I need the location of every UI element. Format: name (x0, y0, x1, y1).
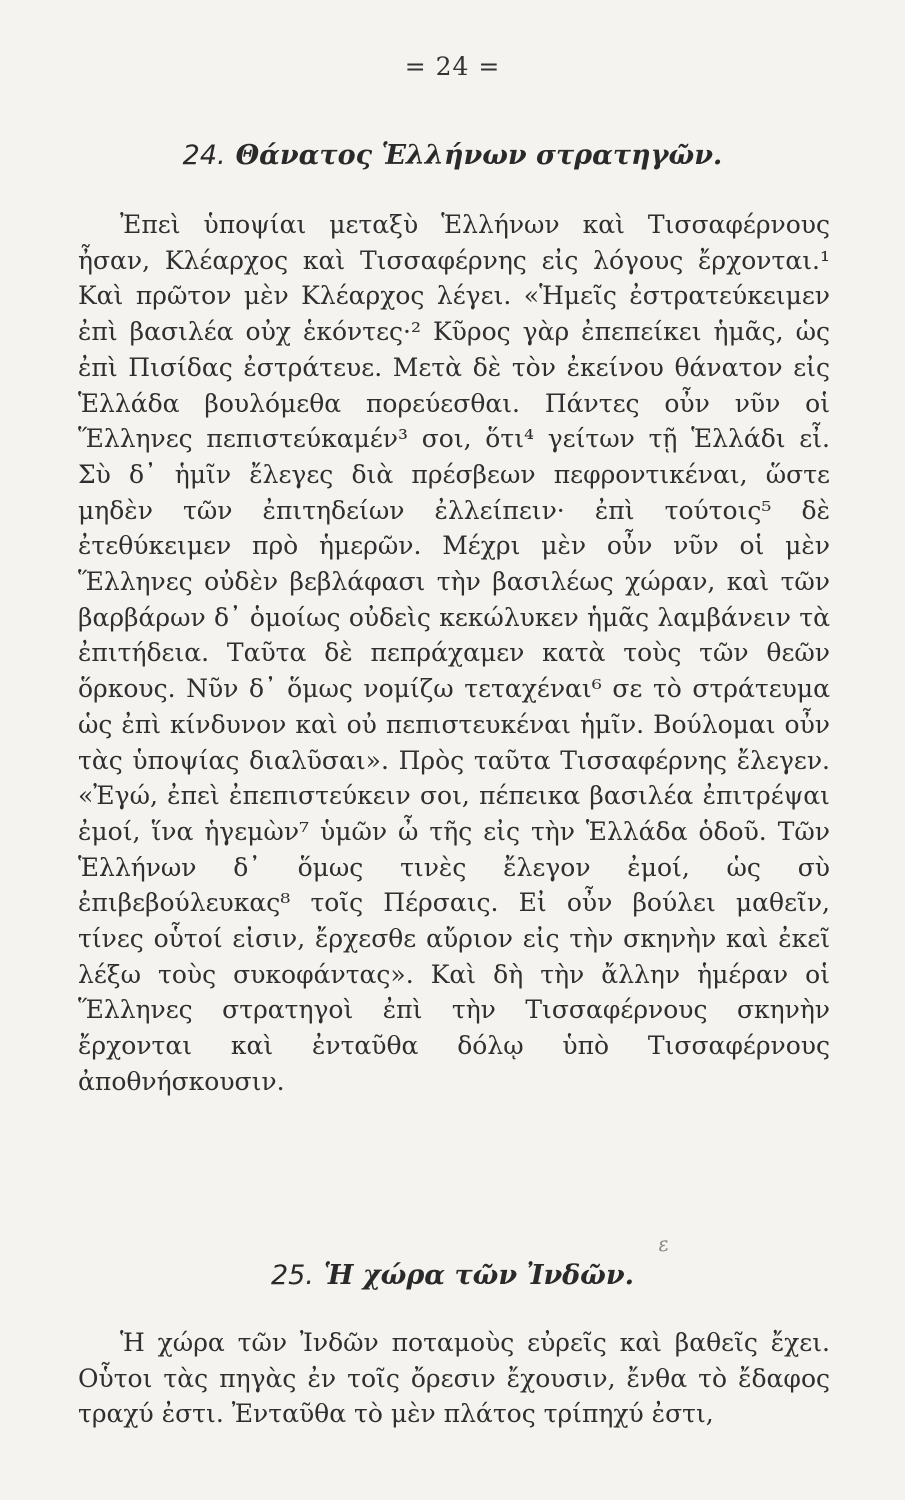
page-number: = 24 = (404, 52, 501, 81)
handwritten-annotation: ε (656, 1231, 671, 1257)
section-number: 24. (182, 140, 226, 171)
paragraph: Ἡ χώρα τῶν Ἰνδῶν ποταμοὺς εὐρεῖς καὶ βαθεῖς ἔχει. Οὗτοι τὰς πηγὰς ἐν τοῖς ὄρεσιν ἔχουσιν, ἔνθα τὸ ἔδαφος τραχύ ἐστι. Ἐνταῦθα τὸ μὲν πλάτος τρίπηχύ ἐστι, (78, 1328, 830, 1429)
section-body-25 (78, 1325, 830, 1432)
paragraph: Ἐπεὶ ὑποψίαι μεταξὺ Ἑλλήνων καὶ Τισσαφέρνους ἦσαν, Κλέαρχος καὶ Τισσαφέρνης εἰς λόγους ἔρχονται.¹ Καὶ πρῶτον μὲν Κλέαρχος λέγει. «Ἡμεῖς ἐστρατεύκειμεν ἐπὶ βασιλέα οὐχ ἑκόντες·² Κῦρος γὰρ ἐπεπείκει ἡμᾶς, ὡς ἐπὶ Πισίδας ἐστράτευε. Μετὰ δὲ τὸν ἐκείνου θάνατον εἰς Ἑλλάδα βουλόμεθα πορεύεσθαι. Πάντες οὖν νῦν οἱ Ἕλληνες πεπιστεύκαμέν³ σοι, ὅτι⁴ γείτων τῇ Ἑλλάδι εἶ. Σὺ δ᾽ ἡμῖν ἔλεγες διὰ πρέσβεων πεφροντικέναι, ὥστε μηδὲν τῶν ἐπιτηδείων ἐλλείπειν· ἐπὶ τούτοις⁵ δὲ ἐτεθύκειμεν πρὸ ἡμερῶν. Μέχρι μὲν οὖν νῦν οἱ μὲν Ἕλληνες οὐδὲν βεβλάφασι τὴν βασιλέως χώραν, καὶ τῶν βαρβάρων δ᾽ ὁμοίως οὐδεὶς κεκώλυκεν ἡμᾶς λαμβάνειν τὰ ἐπιτήδεια. Ταῦτα δὲ πεπράχαμεν κατὰ τοὺς τῶν θεῶν ὅρκους. Νῦν δ᾽ ὅμως νομίζω τεταχέναι⁶ σε τὸ στράτευμα ὡς ἐπὶ κίνδυνον καὶ οὐ πεπιστευκέναι ἡμῖν. Βούλομαι οὖν τὰς ὑποψίας διαλῦσαι». Πρὸς ταῦτα Τισσαφέρνης ἔλεγεν. «Ἐγώ, ἐπεὶ ἐπεπιστεύκειν σοι, πέπεικα βασιλέα ἐπιτρέψαι ἐμοί, ἵνα ἡγεμὼν⁷ ὑμῶν ὦ τῆς εἰς τὴν Ἑλλάδα ὁδοῦ. Τῶν Ἑλλήνων δ᾽ ὅμως τινὲς ἔλεγον ἐμοί, ὡς σὺ ἐπιβεβούλευκας⁸ τοῖς Πέρσαις. Εἰ οὖν βούλει μαθεῖν, τίνες οὗτοί εἰσιν, ἔρχεσθε αὔριον εἰς τὴν σκηνὴν καὶ ἐκεῖ λέξω τοὺς συκοφάντας». Καὶ δὴ τὴν ἄλλην ἡμέραν οἱ Ἕλληνες στρατηγοὶ ἐπὶ τὴν Τισσαφέρνους σκηνὴν ἔρχονται καὶ ἐνταῦθα δόλῳ ὑπὸ Τισσαφέρνους ἀποθνήσκουσιν. (78, 210, 830, 1096)
section-heading-24 (0, 140, 905, 171)
section-body-24 (78, 207, 830, 1100)
section-heading-25 (0, 1260, 905, 1291)
section-title: Ἡ χώρα τῶν Ἰνδῶν. (323, 1260, 635, 1291)
section-title: Θάνατος Ἑλλήνων στρατηγῶν. (235, 140, 723, 171)
section-number: 25. (270, 1260, 314, 1291)
